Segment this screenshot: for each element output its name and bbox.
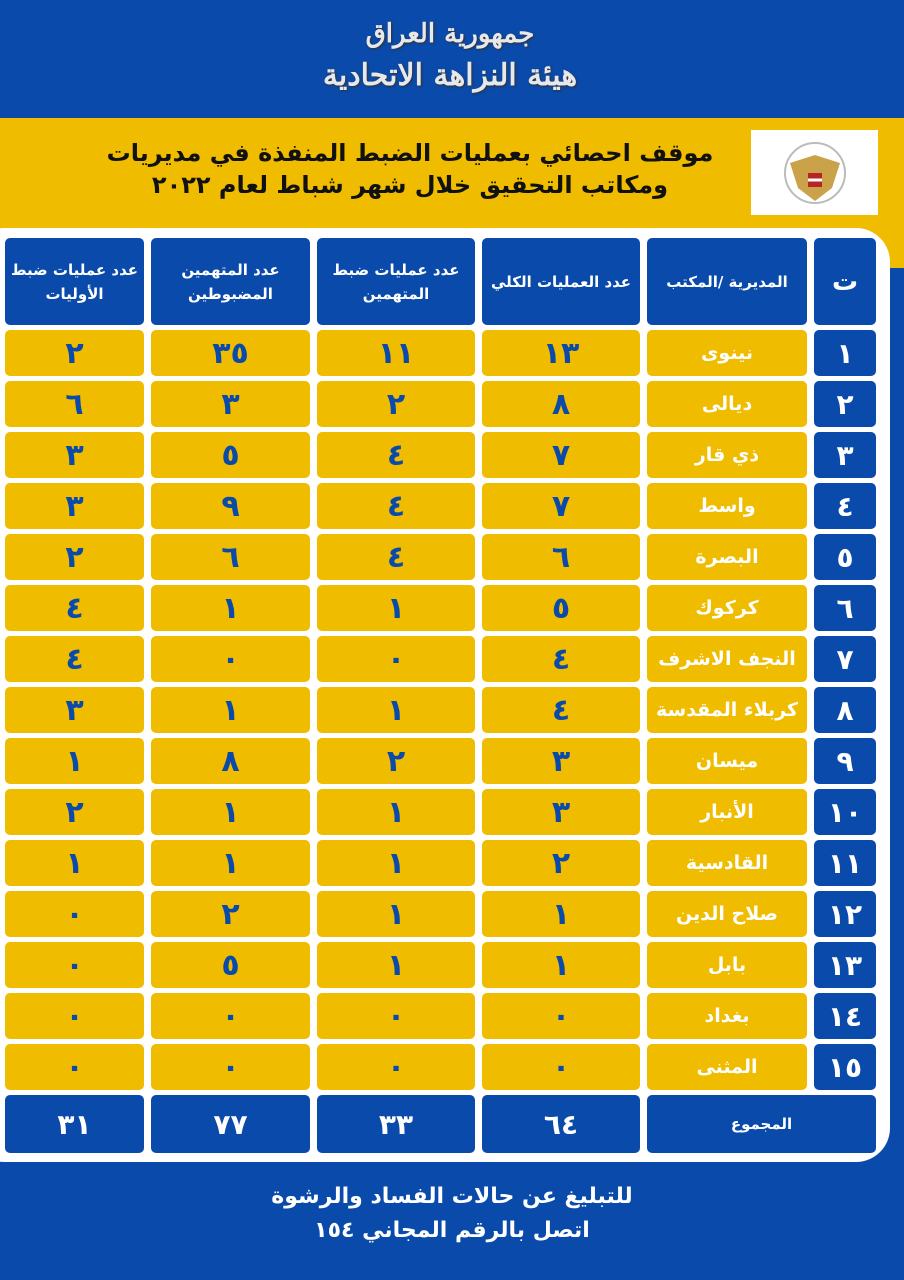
directorate-name: صلاح الدين	[647, 891, 807, 937]
table-cell: ٢	[151, 891, 310, 937]
directorate-name: ديالى	[647, 381, 807, 427]
total-cell: ٣٣	[317, 1095, 475, 1153]
table-cell: ٤	[317, 483, 475, 529]
table-cell: ٢	[317, 738, 475, 784]
table-cell: ٤	[317, 534, 475, 580]
directorate-name: كركوك	[647, 585, 807, 631]
row-number: ٨	[814, 687, 876, 733]
table-cell: ٣	[5, 483, 144, 529]
table-cell: ٣٥	[151, 330, 310, 376]
table-cell: ٠	[5, 1044, 144, 1090]
hotline-footer	[200, 1180, 704, 1248]
table-cell: ١	[5, 840, 144, 886]
table-cell: ١	[317, 687, 475, 733]
table-cell: ١	[317, 942, 475, 988]
directorate-name: واسط	[647, 483, 807, 529]
table-cell: ١	[482, 942, 640, 988]
table-cell: ١	[151, 687, 310, 733]
directorate-name: البصرة	[647, 534, 807, 580]
table-cell: ٢	[5, 330, 144, 376]
table-cell: ٣	[5, 687, 144, 733]
row-number: ١	[814, 330, 876, 376]
table-cell: ٠	[151, 636, 310, 682]
statistics-table	[0, 238, 876, 1153]
integrity-commission-text: هيئة النزاهة الاتحادية	[322, 58, 578, 93]
row-number: ١٢	[814, 891, 876, 937]
eagle-emblem-icon	[751, 130, 878, 215]
table-cell: ١	[151, 585, 310, 631]
table-cell: ٠	[5, 891, 144, 937]
table-cell: ٤	[317, 432, 475, 478]
table-cell: ٠	[317, 1044, 475, 1090]
table-cell: ٦	[5, 381, 144, 427]
hotline-number-text: اتصل بالرقم المجاني ١٥٤	[314, 1218, 590, 1243]
row-number: ١٥	[814, 1044, 876, 1090]
row-number: ٧	[814, 636, 876, 682]
row-number: ٥	[814, 534, 876, 580]
table-cell: ٤	[5, 585, 144, 631]
directorate-name: نينوى	[647, 330, 807, 376]
header-banner	[0, 0, 904, 118]
total-cell: ٦٤	[482, 1095, 640, 1153]
table-cell: ٤	[5, 636, 144, 682]
title-line-1: موقف احصائي بعمليات الضبط المنفذة في مديريات	[106, 139, 714, 167]
row-number: ٣	[814, 432, 876, 478]
directorate-name: ذي قار	[647, 432, 807, 478]
table-cell: ١٣	[482, 330, 640, 376]
column-header: عدد المتهمين المضبوطين	[151, 238, 310, 325]
row-number: ٩	[814, 738, 876, 784]
table-cell: ١	[317, 789, 475, 835]
calligraphy-logo	[300, 14, 600, 98]
table-cell: ١١	[317, 330, 475, 376]
table-cell: ٢	[5, 534, 144, 580]
table-cell: ٣	[482, 789, 640, 835]
table-cell: ١	[151, 840, 310, 886]
table-cell: ٠	[5, 942, 144, 988]
table-cell: ١	[151, 789, 310, 835]
total-cell: ٣١	[5, 1095, 144, 1153]
table-cell: ١	[482, 891, 640, 937]
table-cell: ٠	[317, 993, 475, 1039]
table-cell: ٨	[151, 738, 310, 784]
total-label: المجموع	[647, 1095, 876, 1153]
total-cell: ٧٧	[151, 1095, 310, 1153]
table-cell: ٣	[482, 738, 640, 784]
table-cell: ٠	[317, 636, 475, 682]
directorate-name: بابل	[647, 942, 807, 988]
column-header: عدد العمليات الكلي	[482, 238, 640, 325]
column-header: ت	[814, 238, 876, 325]
row-number: ٢	[814, 381, 876, 427]
table-cell: ٠	[151, 993, 310, 1039]
table-cell: ٠	[151, 1044, 310, 1090]
report-corruption-text: للتبليغ عن حالات الفساد والرشوة	[271, 1184, 633, 1209]
row-number: ١١	[814, 840, 876, 886]
directorate-name: كربلاء المقدسة	[647, 687, 807, 733]
table-cell: ٥	[482, 585, 640, 631]
table-cell: ٣	[151, 381, 310, 427]
table-cell: ٦	[151, 534, 310, 580]
table-cell: ١	[317, 891, 475, 937]
table-cell: ٤	[482, 636, 640, 682]
table-cell: ٢	[317, 381, 475, 427]
table-cell: ٠	[482, 993, 640, 1039]
table-cell: ٦	[482, 534, 640, 580]
table-cell: ٥	[151, 432, 310, 478]
row-number: ١٠	[814, 789, 876, 835]
directorate-name: الأنبار	[647, 789, 807, 835]
table-cell: ٠	[482, 1044, 640, 1090]
column-header: المديرية /المكتب	[647, 238, 807, 325]
row-number: ١٤	[814, 993, 876, 1039]
column-header: عدد عمليات ضبط الأوليات	[5, 238, 144, 325]
table-cell: ٧	[482, 483, 640, 529]
column-header: عدد عمليات ضبط المتهمين	[317, 238, 475, 325]
directorate-name: بغداد	[647, 993, 807, 1039]
page-title	[100, 137, 720, 201]
table-cell: ٣	[5, 432, 144, 478]
table-cell: ١	[317, 585, 475, 631]
republic-of-iraq-text: جمهورية العراق	[365, 19, 535, 49]
directorate-name: المثنى	[647, 1044, 807, 1090]
row-number: ٦	[814, 585, 876, 631]
directorate-name: النجف الاشرف	[647, 636, 807, 682]
table-cell: ٢	[5, 789, 144, 835]
table-cell: ٥	[151, 942, 310, 988]
row-number: ١٣	[814, 942, 876, 988]
directorate-name: القادسية	[647, 840, 807, 886]
table-cell: ٤	[482, 687, 640, 733]
table-cell: ١	[5, 738, 144, 784]
table-cell: ١	[317, 840, 475, 886]
table-cell: ٢	[482, 840, 640, 886]
row-number: ٤	[814, 483, 876, 529]
table-cell: ٨	[482, 381, 640, 427]
directorate-name: ميسان	[647, 738, 807, 784]
title-line-2: ومكاتب التحقيق خلال شهر شباط لعام ٢٠٢٢	[151, 171, 669, 199]
table-cell: ٧	[482, 432, 640, 478]
table-cell: ٩	[151, 483, 310, 529]
table-cell: ٠	[5, 993, 144, 1039]
